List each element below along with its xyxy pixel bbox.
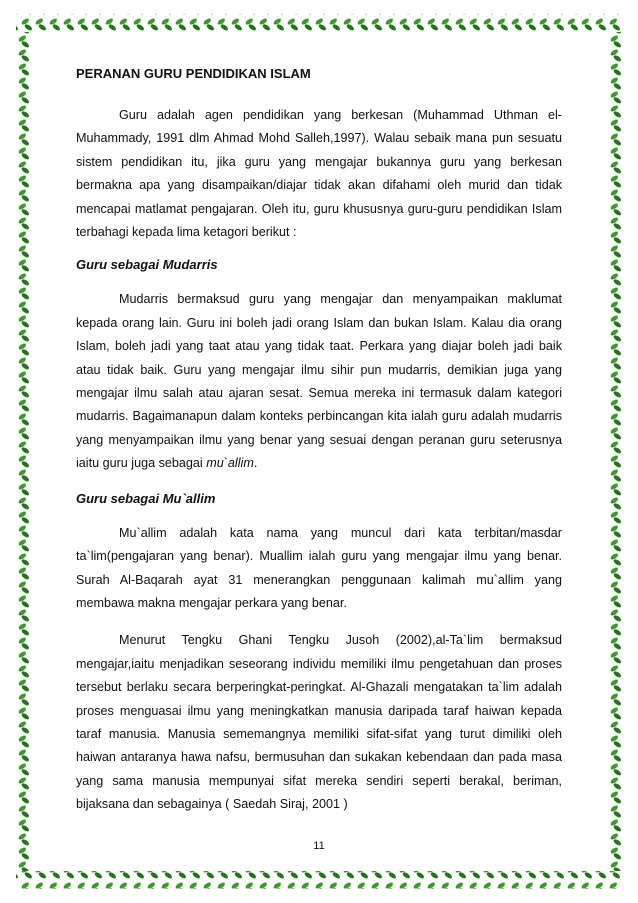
mualim-paragraph-1: Mu`allim adalah kata nama yang muncul dari kata terbitan/masdar ta`lim(pengajaran yang benar). Muallim ialah guru yang mengajar ilmu yang benar. Surah Al-Baqarah ayat 31 menerangkan penggunaan kalimah mu`allim yang membawa makna mengajar perkara yang benar. — [76, 525, 562, 610]
document-body — [76, 66, 562, 817]
section-heading-mudarris: Guru sebagai Mudarris — [76, 257, 218, 273]
document-title: PERANAN GURU PENDIDIKAN ISLAM — [76, 66, 311, 81]
intro-paragraph: Guru adalah agen pendidikan yang berkesan (Muhammad Uthman el-Muhammady, 1991 dlm Ahmad Mohd Salleh,1997). Walau sebaik mana pun sesuatu sistem pendidikan itu, jika guru yang mengajar bukannya guru yang berkesan bermakna apa yang disampaikan/diajar tidak akan difahami oleh murid dan tidak mencapai matlamat pengajaran. Oleh itu, guru khususnya guru-guru pendidikan Islam terbahagi kepada lima ketagori berikut : — [76, 108, 562, 240]
mudarris-paragraph-text: Mudarris bermaksud guru yang mengajar dan menyampaikan maklumat kepada orang lain. Guru ini boleh jadi orang Islam dan bukan Islam. Kalau dia orang Islam, boleh jadi yang taat atau yang tidak taat. Perkara yang diajar boleh jadi baik atau tidak baik. Guru yang mengajar ilmu sihir pun mudarris, demikian juga yang mengajar ilmu salah atau ajaran sesat. Semua mereka ini termasuk dalam kategori mudarris. Bagaimanapun dalam konteks perbincangan kita ialah guru adalah mudarris yang menyampaikan ilmu yang benar yang sesuai dengan peranan guru seterusnya iaitu guru juga sebagai — [76, 292, 562, 471]
mudarris-paragraph — [76, 288, 562, 475]
section-heading-mualim: Guru sebagai Mu`allim — [76, 490, 216, 506]
mudarris-paragraph-end: . — [253, 456, 258, 471]
mualim-italic-term: mu`allim — [206, 456, 254, 471]
page-number: 11 — [313, 840, 325, 852]
mualim-paragraph-2: Menurut Tengku Ghani Tengku Jusoh (2002),al-Ta`lim bermaksud mengajar,iaitu menjadikan seseorang individu memiliki ilmu pengetahuan dan proses tersebut berlaku secara berperingkat-peringkat. Al-Ghazali mengatakan ta`lim adalah proses menguasai ilmu yang meningkatkan manusia daripada taraf haiwan kepada taraf manusia. Manusia sememangnya memiliki sifat-sifat yang turut dimiliki oleh haiwan antaranya hawa nafsu, bermusuhan dan sukakan kebendaan dan pada masa yang sama manusia mempunyai sifat mereka sendiri seperti berakal, beriman, bijaksana dan sebagainya ( Saedah Siraj, 2001 ) — [76, 633, 562, 812]
